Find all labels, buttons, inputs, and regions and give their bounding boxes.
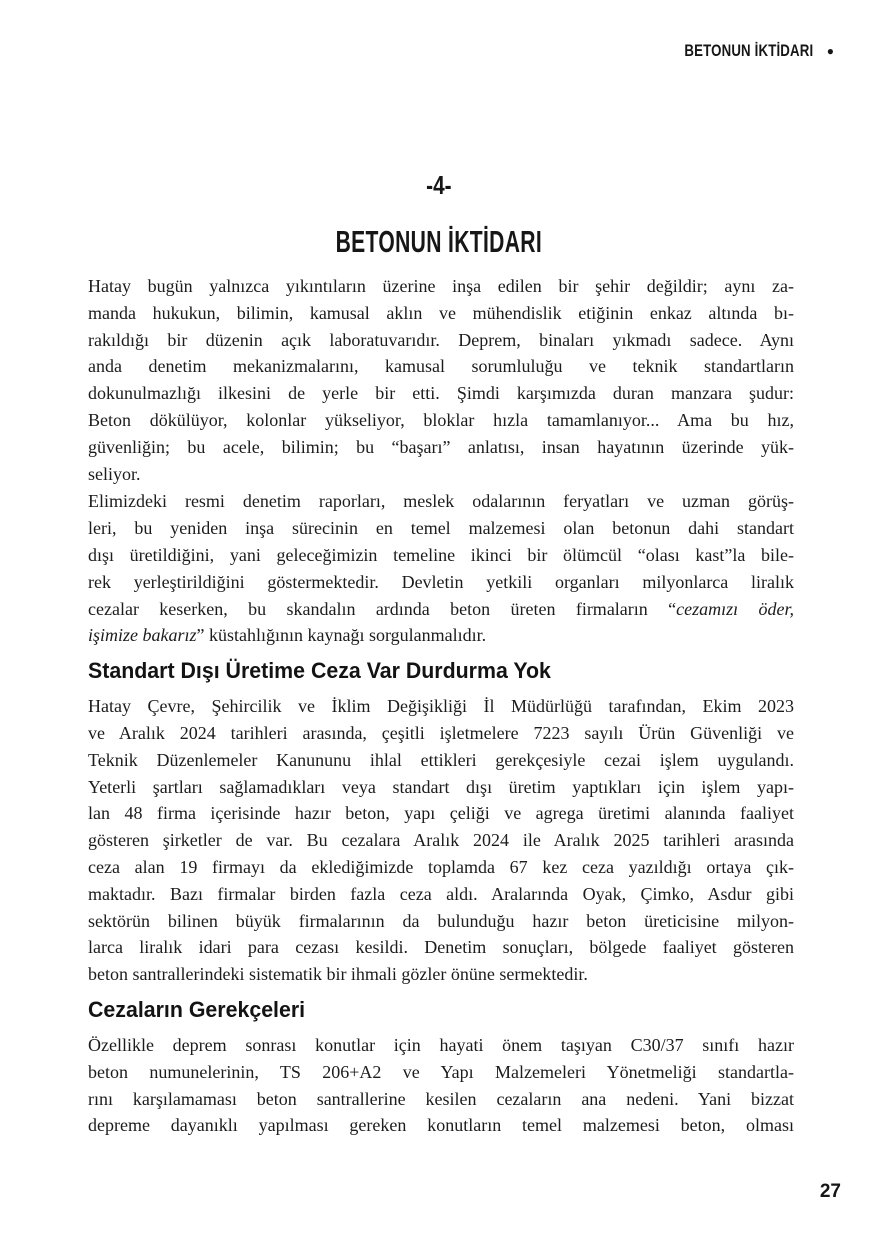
section-heading: [88, 656, 794, 686]
header-bullet-icon: ●: [826, 44, 834, 58]
text-line: [88, 827, 794, 854]
text-run: dokunulmazlığı ilkesini de yerle bir etti. Şimdi karşımızda duran manzara şudur:: [88, 383, 794, 404]
text-run: cezalar keserken, bu skandalın ardında beton üreten firmaların “: [88, 598, 677, 619]
page-number: 27: [819, 1181, 841, 1202]
text-run: dışı üretildiğini, yani geleceğimizin temeline ikinci bir ölümcül “olası kast”la bile-: [88, 544, 794, 565]
running-header: [648, 41, 834, 61]
text-run: seliyor.: [88, 463, 141, 484]
text-line: [88, 273, 794, 300]
text-line: [88, 380, 794, 407]
text-run: beton santrallerindeki sistematik bir ihmali gözler önüne sermektedir.: [88, 964, 588, 985]
text-run: Yeterli şartları sağlamadıkları veya standart dışı üretim yaptıkları için işlem yapı-: [88, 776, 794, 797]
text-line: [88, 300, 794, 327]
chapter-title-row: [0, 224, 877, 260]
text-run: Teknik Düzenlemeler Kanununu ihlal ettikleri gerekçesiyle cezai işlem uygulandı.: [88, 749, 794, 770]
section-heading: [88, 995, 794, 1025]
text-line: [88, 908, 794, 935]
text-line: [88, 1032, 794, 1059]
chapter-number: -4-: [425, 170, 452, 200]
chapter-title: BETONUN İKTİDARI: [335, 224, 542, 259]
text-line: [88, 353, 794, 380]
paragraph: [88, 1032, 794, 1139]
text-line: [88, 747, 794, 774]
italic-run: cezamızı öder,: [676, 598, 794, 619]
text-line: [88, 693, 794, 720]
text-line: [88, 1059, 794, 1086]
text-run: leri, bu yeniden inşa sürecinin en temel malzemesi olan betonun dahi standart: [88, 518, 794, 539]
text-run: Beton dökülüyor, kolonlar yükseliyor, bloklar hızla tamamlanıyor... Ama bu hız,: [88, 409, 794, 430]
text-line: [88, 407, 794, 434]
text-run: lan 48 firma içerisinde hazır beton, yapı çeliği ve agrega üretimi alanında faaliyet: [88, 803, 794, 824]
text-line: [88, 774, 794, 801]
paragraph: [88, 693, 794, 988]
text-run: Hatay bugün yalnızca yıkıntıların üzerine inşa edilen bir şehir değildir; aynı za-: [88, 276, 794, 296]
text-run: maktadır. Bazı firmalar birden fazla ceza aldı. Aralarında Oyak, Çimko, Asdur gibi: [88, 883, 794, 904]
text-line: [88, 542, 794, 569]
text-line: [88, 461, 794, 488]
text-run: anda denetim mekanizmalarını, kamusal sorumluluğu ve teknik standartların: [88, 356, 794, 377]
text-run: ve Aralık 2024 tarihleri arasında, çeşitli işletmelere 7223 sayılı Ürün Güvenliği ve: [88, 722, 794, 743]
text-line: [88, 622, 794, 649]
chapter-number-row: [0, 170, 877, 201]
section-heading-text: Standart Dışı Üretime Ceza Var Durdurma Yok: [88, 658, 551, 684]
text-run: depreme dayanıklı yapılması gereken konutların temel malzemesi beton, olması: [88, 1115, 794, 1136]
text-line: [88, 961, 794, 988]
text-run: ceza alan 19 firmayı da eklediğimizde toplamda 67 kez ceza yazıldığı ortaya çık-: [88, 856, 794, 877]
text-line: [88, 881, 794, 908]
text-run: manda hukukun, bilimin, kamusal aklın ve mühendislik etiğinin enkaz altında bı-: [88, 302, 794, 323]
text-line: [88, 720, 794, 747]
text-line: [88, 434, 794, 461]
text-run: ” küstahlığının kaynağı sorgulanmalıdır.: [196, 625, 487, 646]
text-run: Özellikle deprem sonrası konutlar için hayati önem taşıyan C30/37 sınıfı hazır: [88, 1034, 794, 1055]
italic-run: işimize bakarız: [88, 625, 197, 646]
text-run: güvenliğin; bu acele, bilimin; bu “başarı” anlatısı, insan hayatının üzerinde yük-: [88, 436, 794, 457]
text-line: [88, 934, 794, 961]
text-run: rını karşılamaması beton santrallerine kesilen cezaların ana nedeni. Yani bizzat: [88, 1088, 794, 1109]
text-line: [88, 569, 794, 596]
content-blocks: [88, 273, 794, 1140]
text-line: [88, 515, 794, 542]
text-line: [88, 596, 794, 623]
text-line: [88, 327, 794, 354]
text-line: [88, 854, 794, 881]
text-line: [88, 1086, 794, 1113]
text-run: Hatay Çevre, Şehircilik ve İklim Değişikliği İl Müdürlüğü tarafından, Ekim 2023: [88, 696, 794, 717]
text-run: gösteren şirketler de var. Bu cezalara Aralık 2024 ile Aralık 2025 tarihleri arasında: [88, 830, 794, 851]
text-line: [88, 1112, 794, 1139]
text-run: rakıldığı bir düzenin açık laboratuvarıdır. Deprem, binaları yıkmadı sadece. Aynı: [88, 329, 794, 350]
text-line: [88, 800, 794, 827]
text-run: Elimizdeki resmi denetim raporları, meslek odalarının feryatları ve uzman görüş-: [88, 491, 794, 512]
text-run: beton numunelerinin, TS 206+A2 ve Yapı Malzemeleri Yönetmeliği standartla-: [88, 1061, 794, 1082]
running-header-title: BETONUN İKTİDARI: [684, 41, 814, 60]
text-line: [88, 488, 794, 515]
text-run: rek yerleştirildiğini göstermektedir. Devletin yetkili organları milyonlarca liralık: [88, 571, 794, 592]
paragraph: [88, 273, 794, 487]
text-run: larca liralık idari para cezası kesildi. Denetim sonuçları, bölgede faaliyet gösteren: [88, 937, 794, 958]
section-heading-text: Cezaların Gerekçeleri: [88, 996, 306, 1022]
paragraph: [88, 488, 794, 649]
text-run: sektörün bilinen büyük firmalarının da bulunduğu hazır beton üreticisine milyon-: [88, 910, 794, 931]
